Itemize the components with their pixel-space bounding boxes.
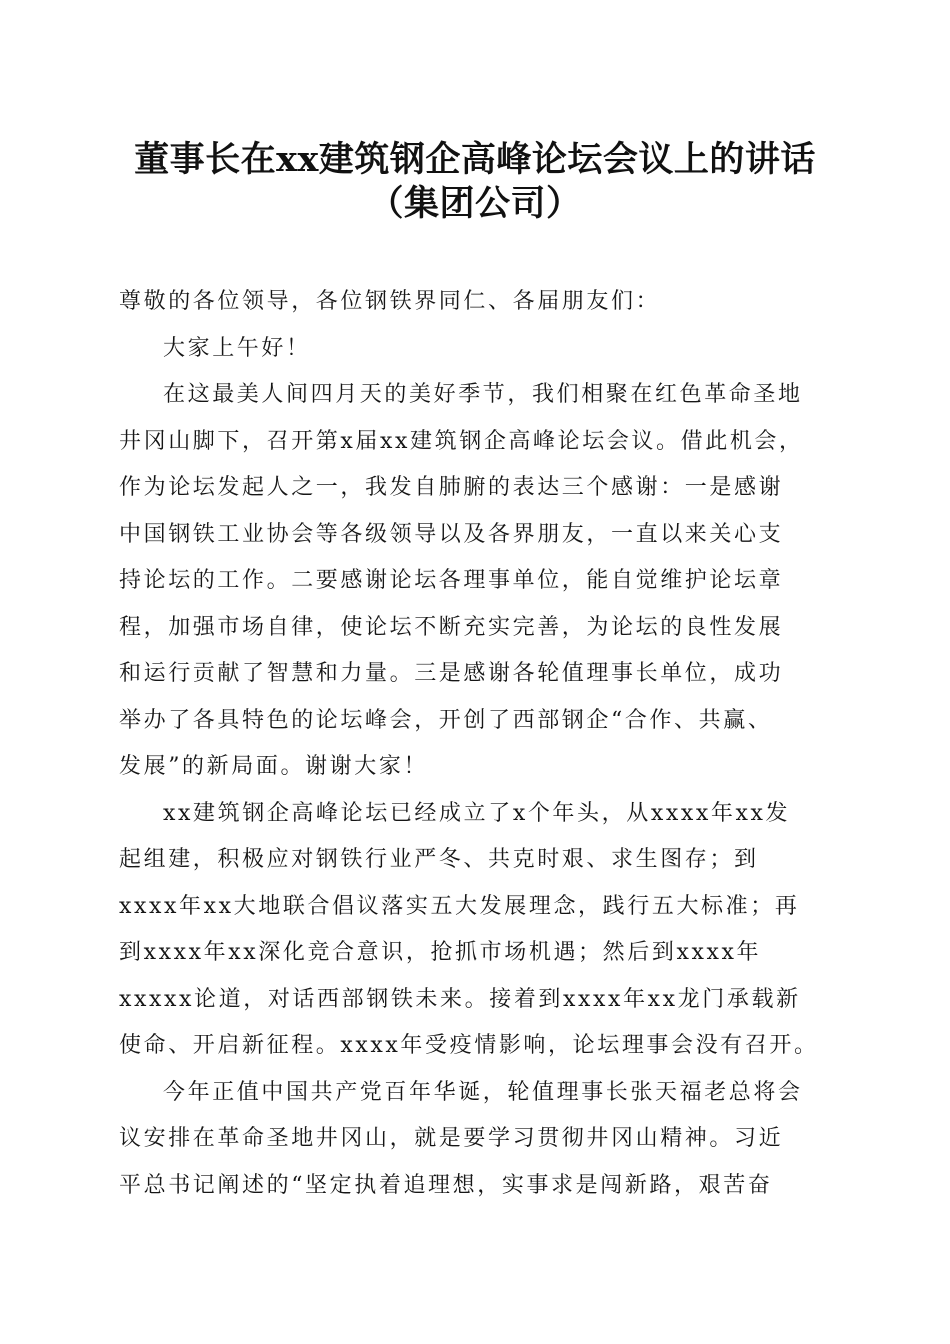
salutation-line: 尊敬的各位领导，各位钢铁界同仁、各届朋友们：	[119, 289, 661, 314]
paragraph-line: 中国钢铁工业协会等各级领导以及各界朋友，一直以来关心支	[119, 521, 784, 547]
greeting-line: 大家上午好！	[163, 335, 311, 361]
document-subtitle: （集团公司）	[368, 183, 582, 224]
paragraph-line: 使命、开启新征程。xxxx年受疫情影响，论坛理事会没有召开。	[119, 1033, 819, 1058]
document-body	[119, 279, 829, 1209]
paragraph-line: 议安排在革命圣地井冈山，就是要学习贯彻井冈山精神。习近	[119, 1126, 784, 1151]
paragraph-line: 起组建，积极应对钢铁行业严冬、共克时艰、求生图存；到	[119, 847, 759, 872]
paragraph-line: 到xxxx年xx深化竞合意识，抢抓市场机遇；然后到xxxx年	[119, 940, 762, 965]
paragraph-line: 程，加强市场自律，使论坛不断充实完善，为论坛的良性发展	[119, 614, 784, 640]
paragraph-line: xxxxx论道，对话西部钢铁未来。接着到xxxx年xx龙门承载新	[119, 986, 801, 1012]
paragraph-line: xx建筑钢企高峰论坛已经成立了x个年头，从xxxx年xx发	[163, 800, 791, 826]
paragraph-line: 作为论坛发起人之一，我发自肺腑的表达三个感谢：一是感谢	[119, 475, 784, 500]
paragraph-line: 平总书记阐述的“坚定执着追理想，实事求是闯新路，艰苦奋	[119, 1172, 773, 1198]
paragraph-line: 今年正值中国共产党百年华诞，轮值理事长张天福老总将会	[163, 1079, 803, 1105]
paragraph-line: 井冈山脚下，召开第x届xx建筑钢企高峰论坛会议。借此机会，	[119, 428, 804, 454]
paragraph-line: 在这最美人间四月天的美好季节，我们相聚在红色革命圣地	[163, 382, 803, 407]
paragraph-line: 和运行贡献了智慧和力量。三是感谢各轮值理事长单位，成功	[119, 661, 784, 686]
paragraph-line: xxxx年xx大地联合倡议落实五大发展理念，践行五大标准；再	[119, 893, 800, 919]
paragraph-line: 发展”的新局面。谢谢大家！	[119, 754, 429, 779]
document-title: 董事长在xx建筑钢企高峰论坛会议上的讲话	[134, 139, 816, 180]
paragraph-line: 持论坛的工作。二要感谢论坛各理事单位，能自觉维护论坛章	[119, 568, 784, 593]
paragraph-line: 举办了各具特色的论坛峰会，开创了西部钢企“合作、共赢、	[119, 707, 773, 733]
